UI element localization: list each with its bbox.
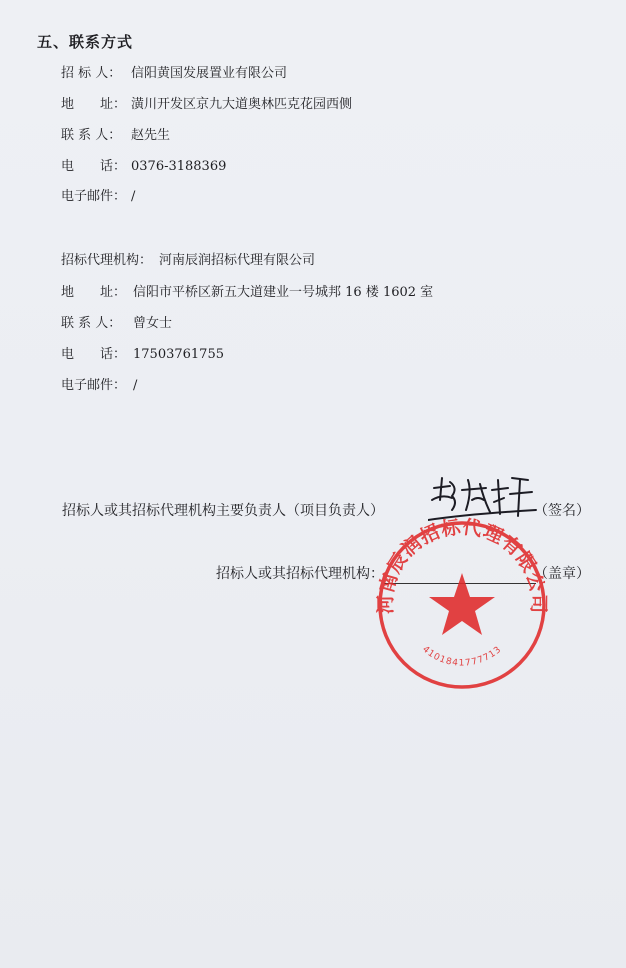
agency-phone-row xyxy=(61,347,224,363)
tenderer-email-value: / xyxy=(131,189,136,204)
agency-phone-label: 电 话： xyxy=(61,347,127,362)
tenderer-phone-row xyxy=(61,159,226,175)
official-seal xyxy=(372,515,552,695)
tenderer-email-row xyxy=(61,189,135,205)
tenderer-contact-value: 赵先生 xyxy=(131,128,171,143)
tenderer-name-label: 招 标 人： xyxy=(61,66,122,81)
signature-suffix: （签名） xyxy=(534,503,590,519)
agency-stamp-line: 招标人或其招标代理机构： xyxy=(216,566,384,582)
agency-contact-label: 联 系 人： xyxy=(61,316,122,331)
agency-contact-value: 曾女士 xyxy=(133,316,173,331)
seal-code: 4101841777713 xyxy=(420,644,504,669)
agency-email-value: / xyxy=(133,378,138,393)
agency-name-value: 河南辰润招标代理有限公司 xyxy=(159,253,316,268)
section-heading: 五、联系方式 xyxy=(37,33,134,51)
agency-contact-row xyxy=(61,316,172,332)
tenderer-contact-row xyxy=(61,128,170,144)
agency-phone-value: 17503761755 xyxy=(133,347,224,362)
tenderer-name-row xyxy=(61,66,287,82)
agency-address-value: 信阳市平桥区新五大道建业一号城邦 16 楼 1602 室 xyxy=(133,285,434,300)
tenderer-address-value: 潢川开发区京九大道奥林匹克花园西侧 xyxy=(131,97,353,112)
seal-text: 河南辰润招标代理有限公司 xyxy=(374,516,550,615)
agency-address-label: 地 址： xyxy=(61,285,127,300)
tenderer-phone-label: 电 话： xyxy=(61,159,127,174)
tenderer-email-label: 电子邮件： xyxy=(61,189,127,204)
stamp-suffix: （盖章） xyxy=(534,566,590,582)
tenderer-name-value: 信阳黄国发展置业有限公司 xyxy=(131,66,288,81)
agency-name-row xyxy=(61,253,315,269)
agency-address-row xyxy=(61,285,433,301)
agency-name-label: 招标代理机构： xyxy=(61,253,153,268)
tenderer-contact-label: 联 系 人： xyxy=(61,128,122,143)
tenderer-address-row xyxy=(61,97,352,113)
svg-text:4101841777713 xyxy=(420,645,504,669)
agency-email-label: 电子邮件： xyxy=(61,378,127,393)
responsible-person-line xyxy=(62,502,384,520)
responsible-person-text: 招标人或其招标代理机构主要负责人（项目负责人） xyxy=(62,503,384,519)
tenderer-address-label: 地 址： xyxy=(61,97,127,112)
agency-email-row xyxy=(61,378,137,394)
tenderer-phone-value: 0376-3188369 xyxy=(131,159,227,174)
